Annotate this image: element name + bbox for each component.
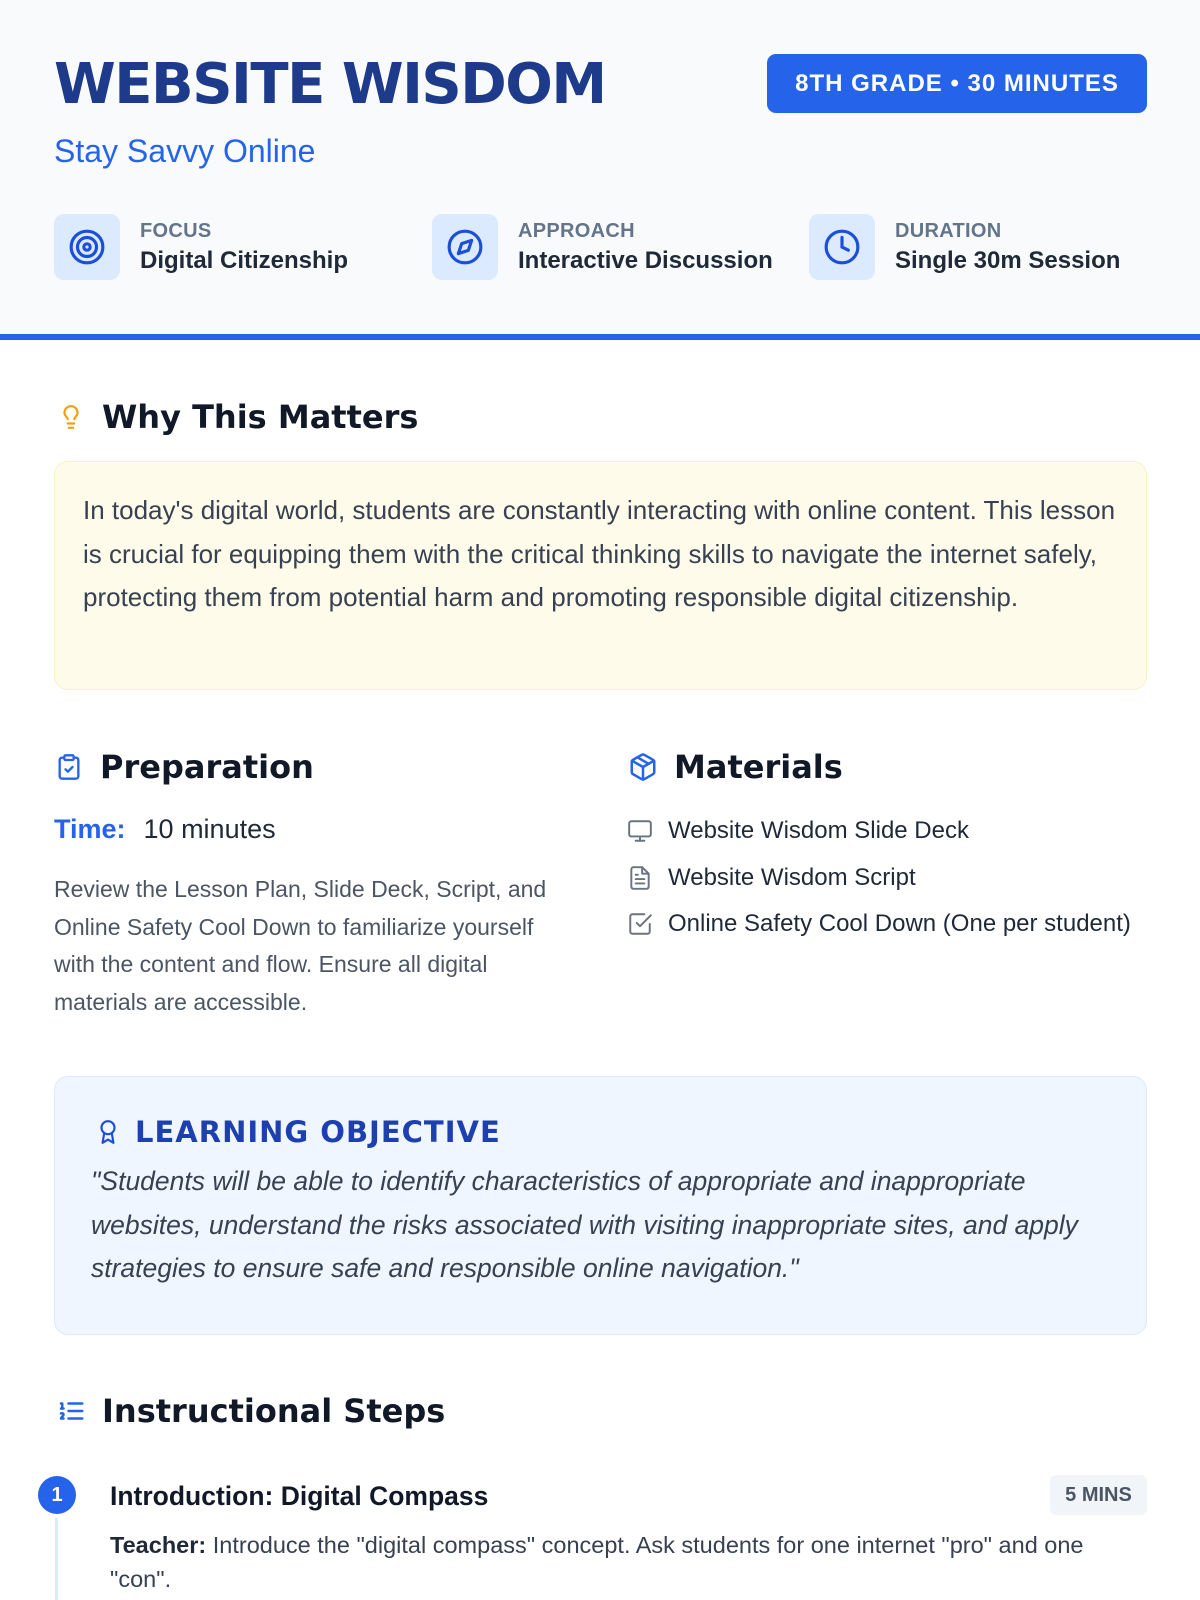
award-icon xyxy=(93,1115,123,1149)
why-callout: In today's digital world, students are constantly interacting with online content. This lesson is crucial for equipping them with the critical thinking skills to navigate the internet safely, protecting them from potential harm and promoting responsible digital citizenship. xyxy=(54,461,1147,690)
section-heading: Why This Matters xyxy=(102,398,419,436)
meta-approach xyxy=(432,214,773,280)
meta-label: APPROACH xyxy=(518,219,635,242)
list-item xyxy=(626,808,1131,855)
grade-duration-badge: 8TH GRADE • 30 MINUTES xyxy=(767,54,1147,113)
compass-icon xyxy=(432,214,498,280)
step-speaker: Teacher: xyxy=(110,1532,207,1558)
monitor-icon xyxy=(626,817,654,845)
section-heading: Instructional Steps xyxy=(102,1392,446,1430)
clock-icon xyxy=(809,214,875,280)
document-icon xyxy=(626,864,654,892)
meta-duration xyxy=(809,214,1120,280)
prep-time-label: Time: xyxy=(54,814,126,844)
objective-title: LEARNING OBJECTIVE xyxy=(135,1115,501,1149)
prep-description: Review the Lesson Plan, Slide Deck, Script, and Online Safety Cool Down to familiarize yourself with the content and flow. Ensure all digital materials are accessible. xyxy=(54,876,547,1015)
objective-text: "Students will be able to identify characteristics of appropriate and inappropriate websites, understand the risks associated with visiting inappropriate sites, and apply strategies to ensure safe and responsible online navigation." xyxy=(91,1166,1078,1283)
material-label: Website Wisdom Script xyxy=(668,863,916,891)
preparation-section-title xyxy=(54,748,314,786)
materials-section-title xyxy=(628,748,843,786)
lightbulb-icon xyxy=(56,402,86,432)
page-title: WEBSITE WISDOM xyxy=(54,52,606,117)
meta-value: Digital Citizenship xyxy=(140,246,349,274)
material-label: Website Wisdom Slide Deck xyxy=(668,817,969,845)
lesson-header xyxy=(0,0,1200,340)
prep-time-value: 10 minutes xyxy=(143,814,276,844)
clipboard-check-icon xyxy=(54,752,84,782)
meta-label: DURATION xyxy=(895,219,1002,242)
meta-focus xyxy=(54,214,348,280)
step-text: Introduce the "digital compass" concept. Ask students for one internet "pro" and one "con". xyxy=(110,1532,1084,1592)
step-description xyxy=(110,1528,1150,1596)
material-label: Online Safety Cool Down (One per student) xyxy=(668,910,1131,938)
section-heading: Materials xyxy=(674,748,843,786)
learning-objective-card xyxy=(54,1076,1147,1335)
meta-value: Interactive Discussion xyxy=(518,246,773,274)
checkbox-icon xyxy=(626,910,654,938)
list-item xyxy=(626,855,1131,902)
package-icon xyxy=(628,752,658,782)
step-title: Introduction: Digital Compass xyxy=(110,1481,489,1511)
objective-heading xyxy=(93,1115,501,1149)
step-duration-badge: 5 MINS xyxy=(1050,1475,1147,1515)
meta-value: Single 30m Session xyxy=(895,246,1121,274)
target-icon xyxy=(54,214,120,280)
meta-label: FOCUS xyxy=(140,219,212,242)
page-subtitle: Stay Savvy Online xyxy=(54,133,316,169)
list-ordered-icon xyxy=(56,1396,86,1426)
section-heading: Preparation xyxy=(100,748,314,786)
list-item xyxy=(626,901,1131,948)
step-number: 1 xyxy=(38,1476,76,1514)
steps-section-title xyxy=(56,1392,445,1430)
why-section-title xyxy=(56,398,418,436)
prep-time xyxy=(54,814,276,845)
materials-list xyxy=(626,808,1131,948)
timeline-line xyxy=(55,1500,58,1600)
